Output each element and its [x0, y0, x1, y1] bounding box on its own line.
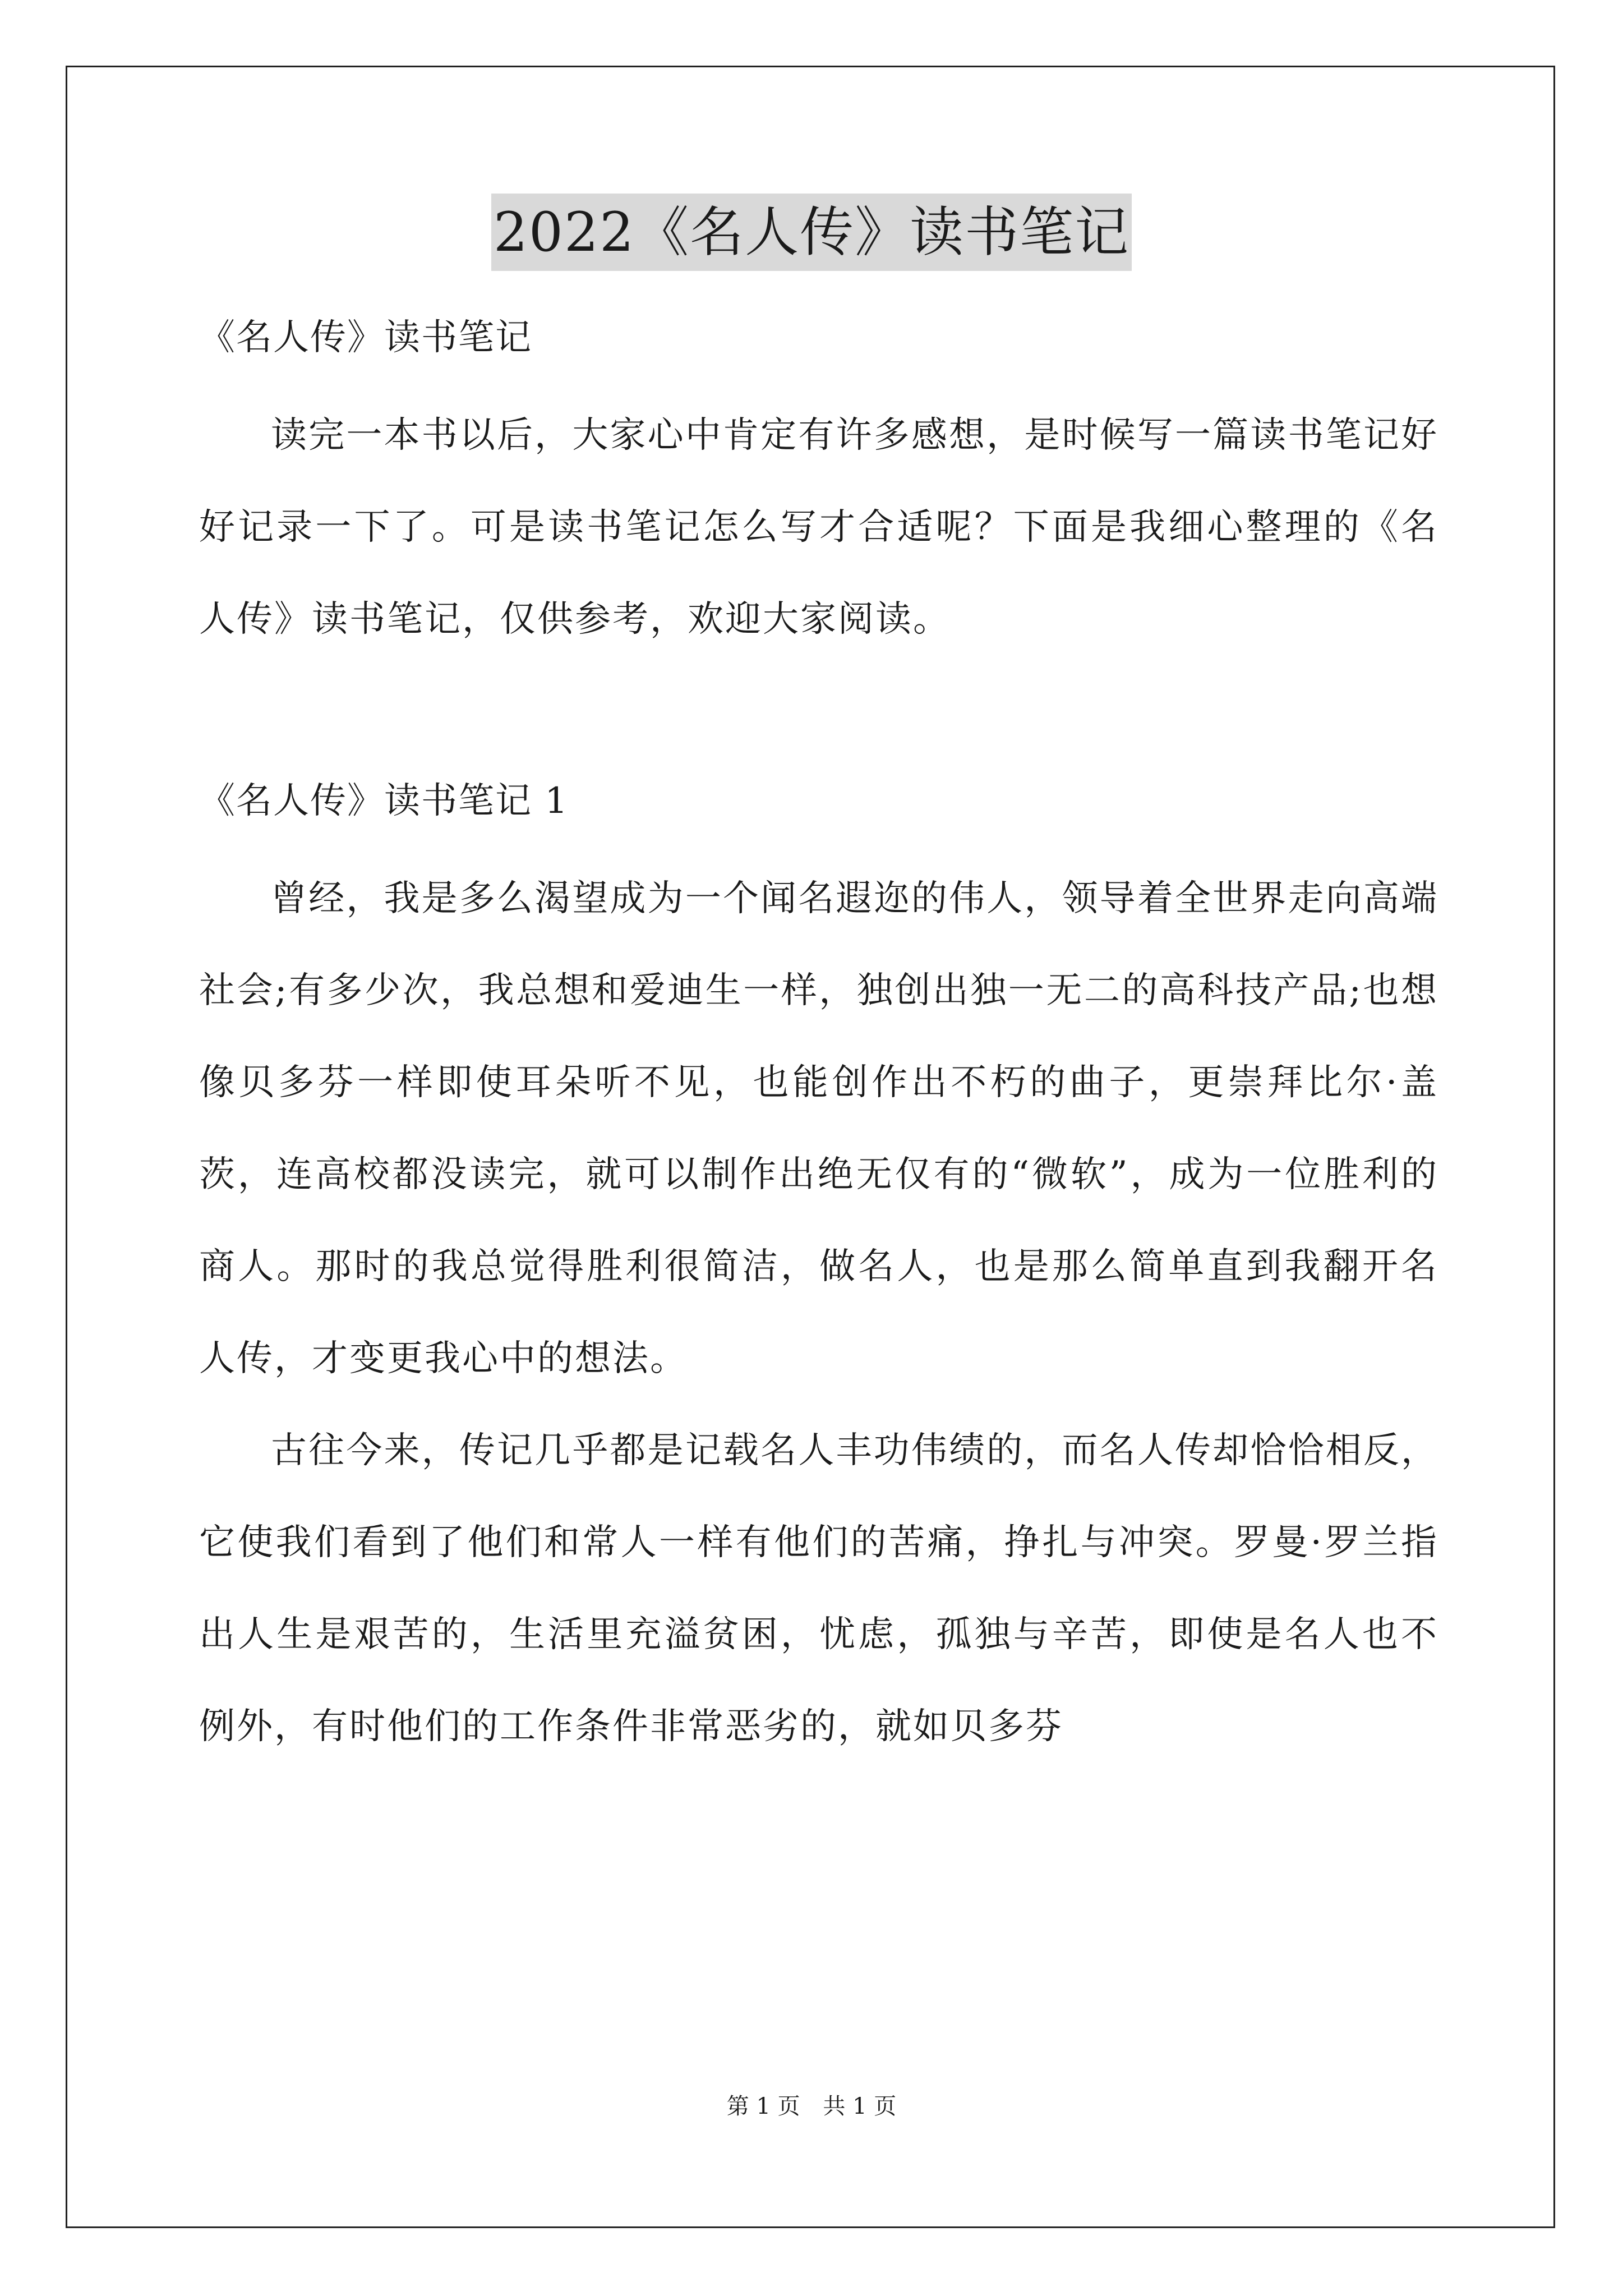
section1-paragraph-1: 曾经，我是多么渴望成为一个闻名遐迩的伟人，领导着全世界走向高端社会;有多少次，我总想和爱迪生一样，独创出独一无二的高科技产品;也想像贝多芬一样即使耳朵听不见，也能创作出不朽的曲子，更崇拜比尔·盖茨，连高校都没读完，就可以制作出绝无仅有的“微软”，成为一位胜利的商人。那时的我总觉得胜利很简洁，做名人，也是那么简单直到我翻开名人传，才变更我心中的想法。	[199, 878, 1438, 1379]
intro-paragraph: 读完一本书以后，大家心中肯定有许多感想，是时候写一篇读书笔记好好记录一下了。可是读书笔记怎么写才合适呢？下面是我细心整理的《名人传》读书笔记，仅供参考，欢迎大家阅读。	[199, 415, 1438, 640]
section1-heading: 《名人传》读书笔记 1	[199, 780, 569, 822]
intro-heading: 《名人传》读书笔记	[199, 317, 532, 358]
page-number: 第 1 页	[726, 2093, 800, 2119]
page-footer	[0, 2090, 1623, 2123]
document-body	[199, 292, 1438, 1773]
section1-paragraph-2: 古往今来，传记几乎都是记载名人丰功伟绩的，而名人传却恰恰相反，它使我们看到了他们和常人一样有他们的苦痛，挣扎与冲突。罗曼·罗兰指出人生是艰苦的，生活里充溢贫困，忧虑，孤独与辛苦，即使是名人也不例外，有时他们的工作条件非常恶劣的，就如贝多芬	[199, 1430, 1438, 1747]
page-total: 共 1 页	[823, 2093, 897, 2119]
title-wrap	[0, 194, 1623, 271]
document-title: 2022《名人传》读书笔记	[491, 194, 1132, 271]
